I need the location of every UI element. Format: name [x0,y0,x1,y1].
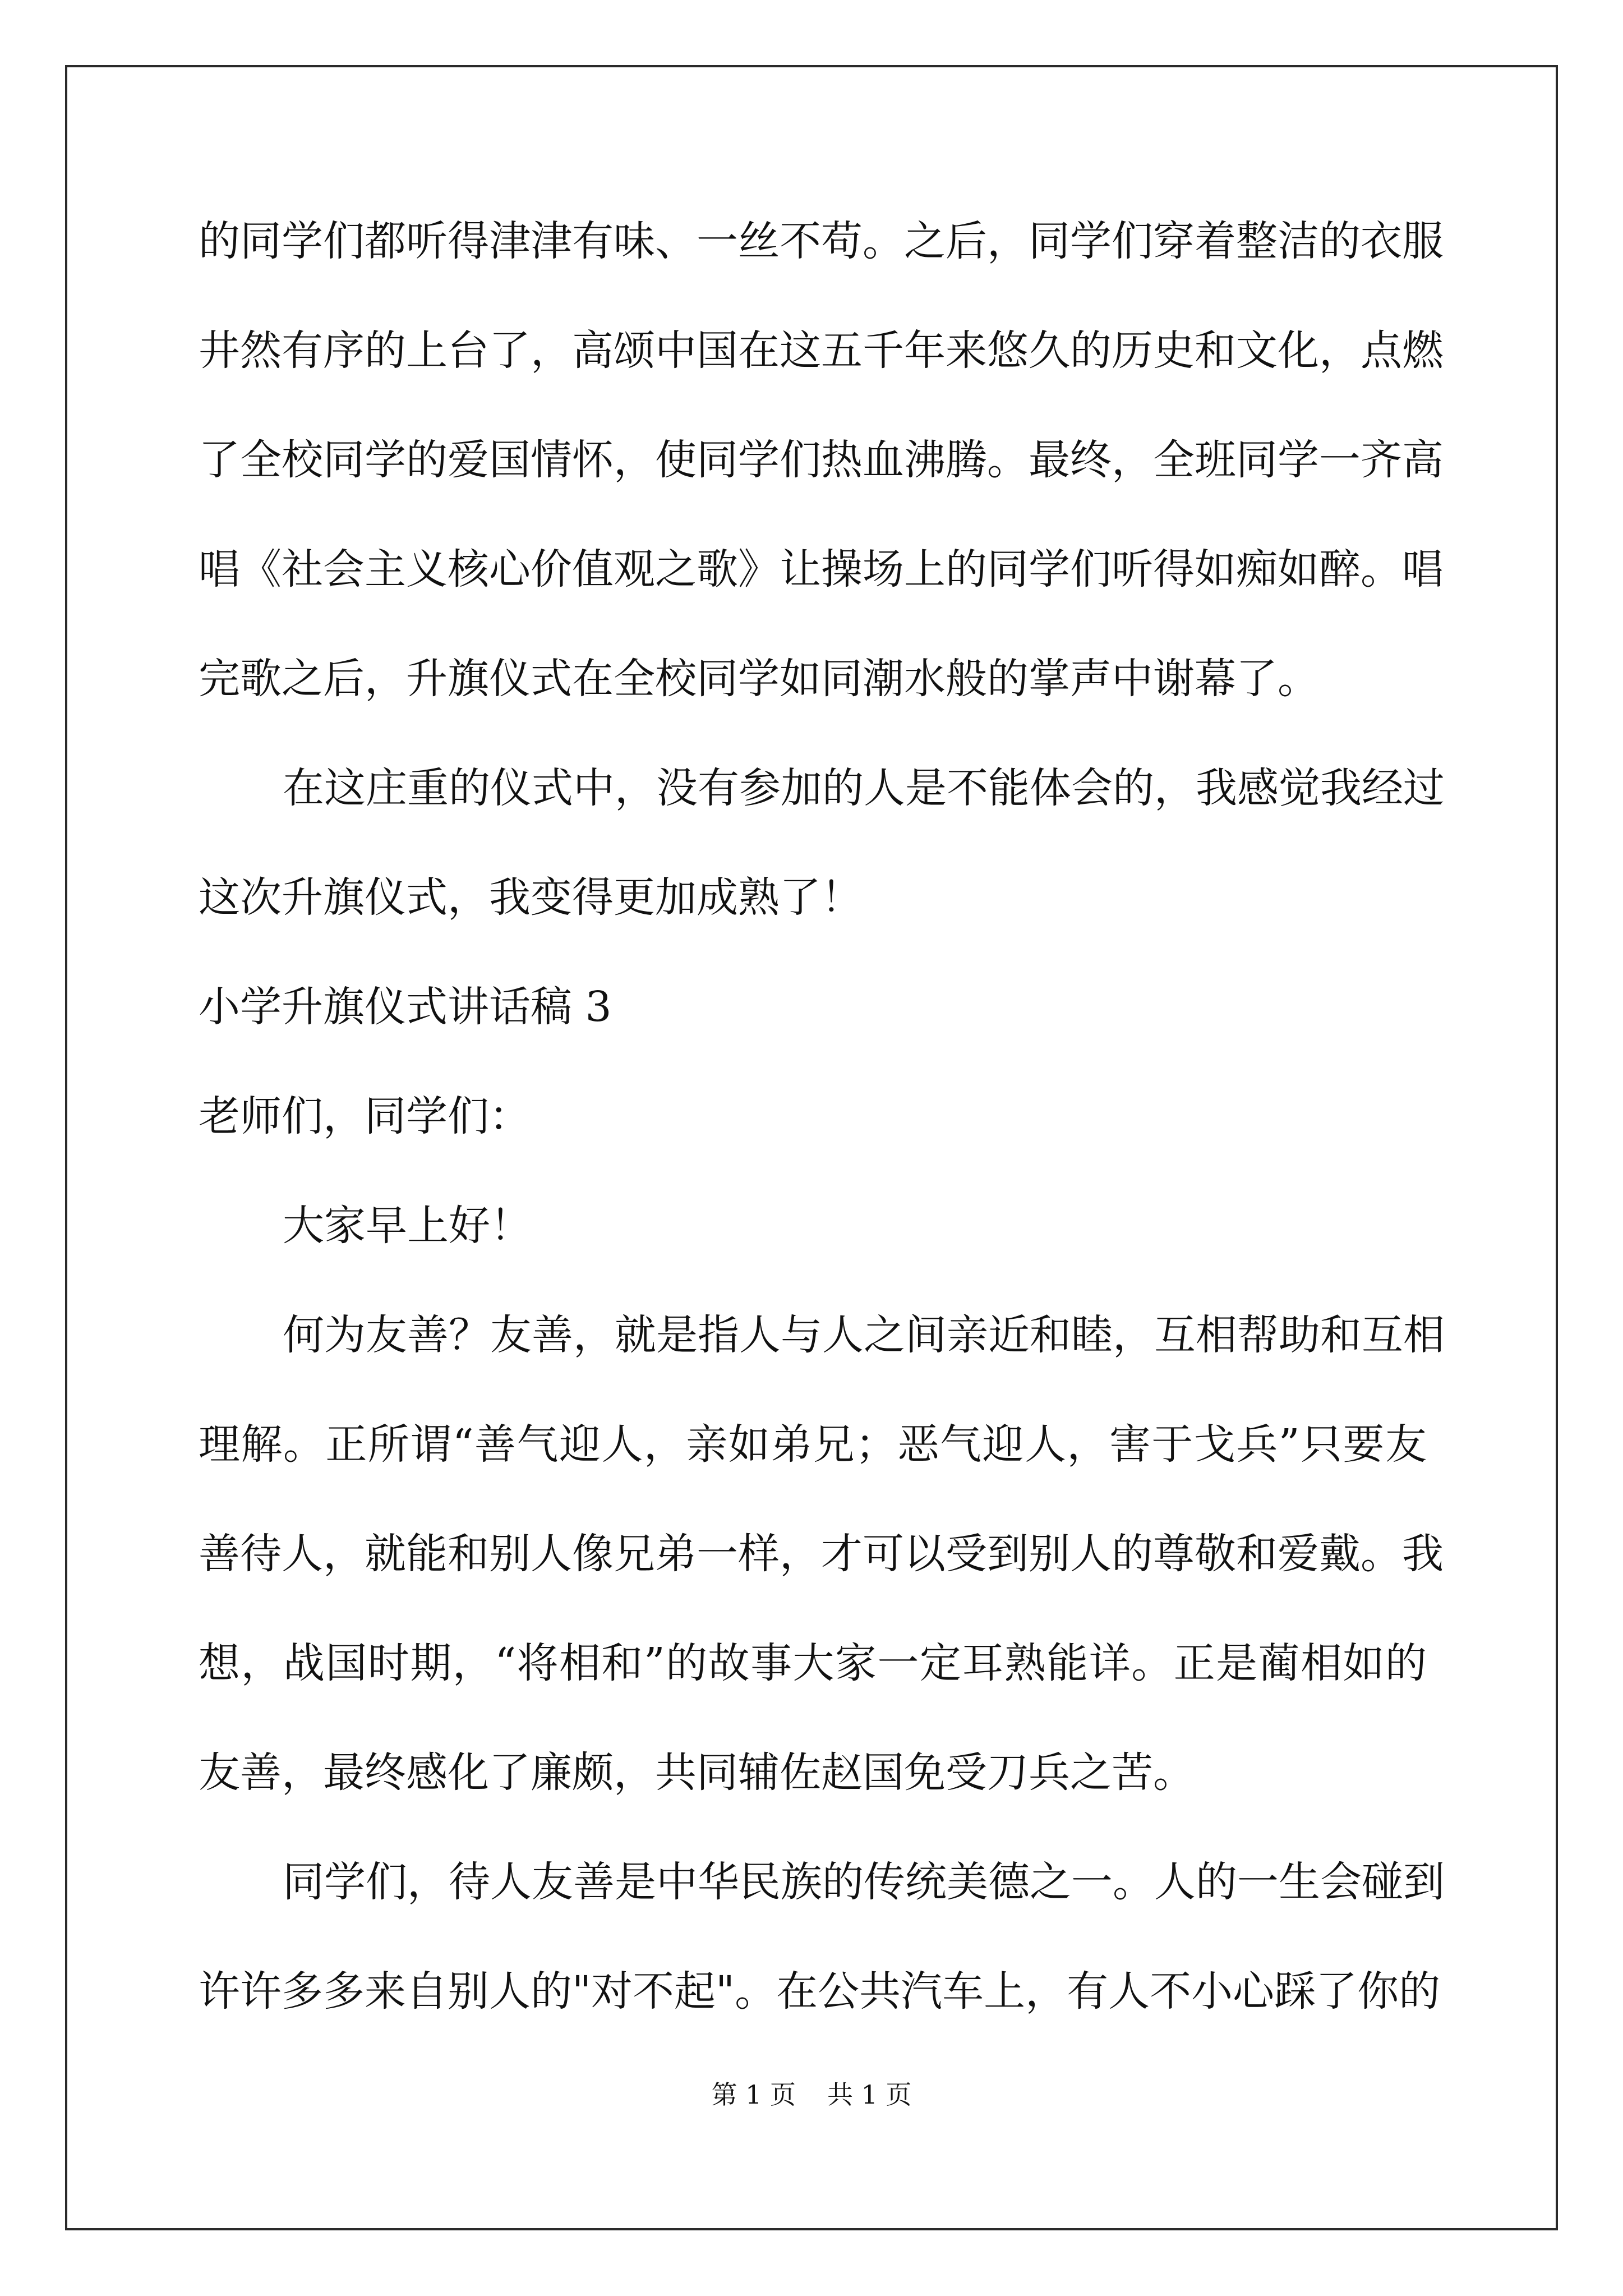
page-total: 共 1 页 [827,2079,912,2110]
body-line-17: 许许多多来自别人的"对不起"。在公共汽车上，有人不小心踩了你的 [199,1967,1441,2016]
body-line-11: 何为友善？友善，就是指人与人之间亲近和睦，互相帮助和互相 [283,1311,1445,1359]
page-footer [0,2078,1623,2111]
body-line-1: 的同学们都听得津津有味、一丝不苟。之后，同学们穿着整洁的衣服 [199,217,1444,265]
section-heading: 小学升旗仪式讲话稿 3 [199,983,612,1031]
body-line-5: 完歌之后，升旗仪式在全校同学如同潮水般的掌声中谢幕了。 [199,655,1319,703]
body-line-16: 同学们，待人友善是中华民族的传统美德之一。人的一生会碰到 [283,1858,1445,1906]
page-number: 第 1 页 [711,2079,796,2110]
body-line-14: 想，战国时期，“将相和”的故事大家一定耳熟能详。正是蔺相如的 [199,1639,1427,1687]
body-line-6: 在这庄重的仪式中，没有参加的人是不能体会的，我感觉我经过 [283,764,1445,812]
body-line-3: 了全校同学的爱国情怀，使同学们热血沸腾。最终，全班同学一齐高 [199,436,1444,484]
body-line-12: 理解。正所谓“善气迎人，亲如弟兄；恶气迎人，害于戈兵”只要友 [199,1420,1427,1469]
body-line-7: 这次升旗仪式，我变得更加成熟了！ [199,873,863,922]
body-line-15: 友善，最终感化了廉颇，共同辅佐赵国免受刀兵之苦。 [199,1749,1195,1797]
body-line-13: 善待人，就能和别人像兄弟一样，才可以受到别人的尊敬和爱戴。我 [199,1530,1444,1578]
body-line-4: 唱《社会主义核心价值观之歌》让操场上的同学们听得如痴如醉。唱 [199,545,1444,593]
body-line-2: 井然有序的上台了，高颂中国在这五千年来悠久的历史和文化，点燃 [199,326,1444,375]
salutation: 老师们，同学们： [199,1092,531,1140]
greeting: 大家早上好！ [283,1202,532,1250]
